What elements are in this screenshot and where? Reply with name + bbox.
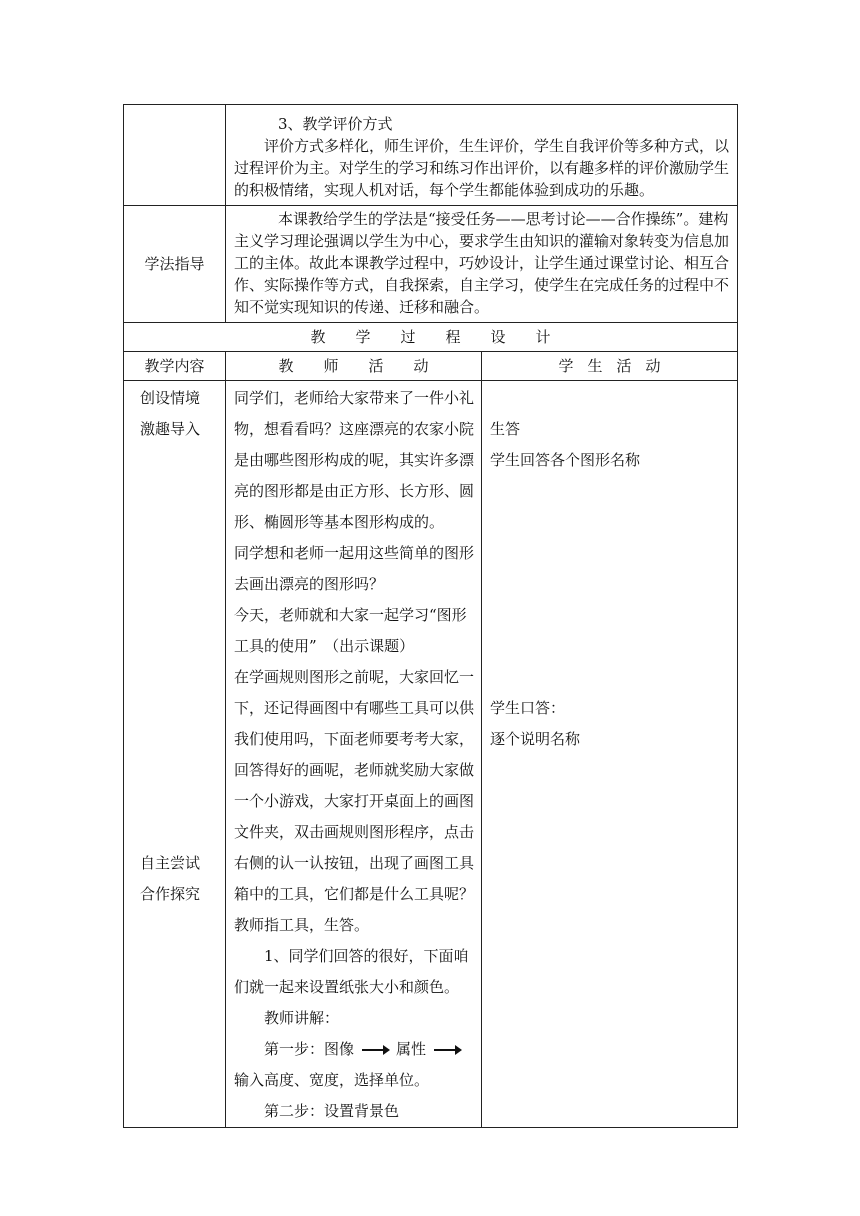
explore-label-1: 自主尝试 — [140, 854, 201, 872]
student-s1: 生答 — [490, 420, 521, 438]
process-title-row — [124, 323, 738, 352]
method-content-cell — [226, 206, 738, 323]
header-student: 学生活动 — [482, 352, 738, 381]
intro-label-2: 激趣导入 — [140, 420, 201, 438]
teacher-p4: 在学画规则图形之前呢，大家回忆一下，还记得画图中有哪些工具可以供我们使用吗，下面老师要考考大家，回答得好的画呢，老师就奖励大家做一个小游戏，大家打开桌面上的画图文件夹，双击画规则图形程序，点击右侧的认一认按钮，出现了画图工具箱中的工具，它们都是什么工具呢？教师指工具，生答。 — [234, 668, 475, 934]
step1-props: 属性 — [396, 1040, 427, 1058]
teacher-activity-cell — [226, 381, 482, 1128]
arrow-right-icon — [434, 1049, 460, 1051]
teacher-step2: 第二步：设置背景色 — [264, 1102, 400, 1120]
student-s3: 学生口答： — [490, 699, 566, 717]
section-label-cell — [124, 381, 226, 1128]
step1-input: 输入高度、宽度，选择单位。 — [234, 1071, 430, 1089]
method-text: 本课教给学生的学法是“接受任务——思考讨论——合作操练”。建构主义学习理论强调以学生为中心，要求学生由知识的灌输对象转变为信息加工的主体。故此本课教学过程中，巧妙设计，让学生通过课堂讨论、相互合作、实际操作等方式，自我探索，自主学习，使学生在完成任务的过程中不知不觉实现知识的传递、迁移和融合。 — [234, 210, 730, 316]
teacher-step1 — [234, 1034, 475, 1096]
header-teacher: 教师活动 — [226, 352, 482, 381]
student-s4: 逐个说明名称 — [490, 730, 581, 748]
step1-image: 第一步：图像 — [264, 1040, 355, 1058]
intro-label-1: 创设情境 — [140, 389, 201, 407]
lesson-plan-table — [123, 104, 738, 1128]
teacher-p5: 1、同学们回答的很好，下面咱们就一起来设置纸张大小和颜色。 — [234, 947, 469, 996]
teacher-p6: 教师讲解： — [264, 1009, 340, 1027]
method-label: 学法指导 — [124, 206, 226, 323]
process-body-row — [124, 381, 738, 1128]
lesson-plan-document — [123, 104, 738, 1128]
eval-content-cell — [226, 105, 738, 206]
eval-heading: 3、教学评价方式 — [278, 115, 393, 133]
teacher-p2: 同学想和老师一起用这些简单的图形去画出漂亮的图形吗？ — [234, 544, 475, 593]
explore-label-2: 合作探究 — [140, 885, 201, 903]
student-s2: 学生回答各个图形名称 — [490, 451, 641, 469]
eval-row — [124, 105, 738, 206]
process-title: 教学过程设计 — [124, 323, 738, 352]
teacher-p1: 同学们，老师给大家带来了一件小礼物，想看看吗？这座漂亮的农家小院是由哪些图形构成的呢，其实许多漂亮的图形都是由正方形、长方形、圆形、椭圆形等基本图形构成的。 — [234, 389, 475, 531]
student-activity-cell — [482, 381, 738, 1128]
eval-text: 评价方式多样化，师生评价，生生评价，学生自我评价等多种方式，以过程评价为主。对学生的学习和练习作出评价，以有趣多样的评价激励学生的积极情绪，实现人机对话，每个学生都能体验到成功的乐趣。 — [234, 137, 730, 199]
eval-label-cell — [124, 105, 226, 206]
header-content: 教学内容 — [124, 352, 226, 381]
arrow-right-icon — [362, 1049, 388, 1051]
method-row — [124, 206, 738, 323]
column-header-row — [124, 352, 738, 381]
teacher-p3: 今天，老师就和大家一起学习“图形工具的使用” （出示课题） — [234, 606, 467, 655]
